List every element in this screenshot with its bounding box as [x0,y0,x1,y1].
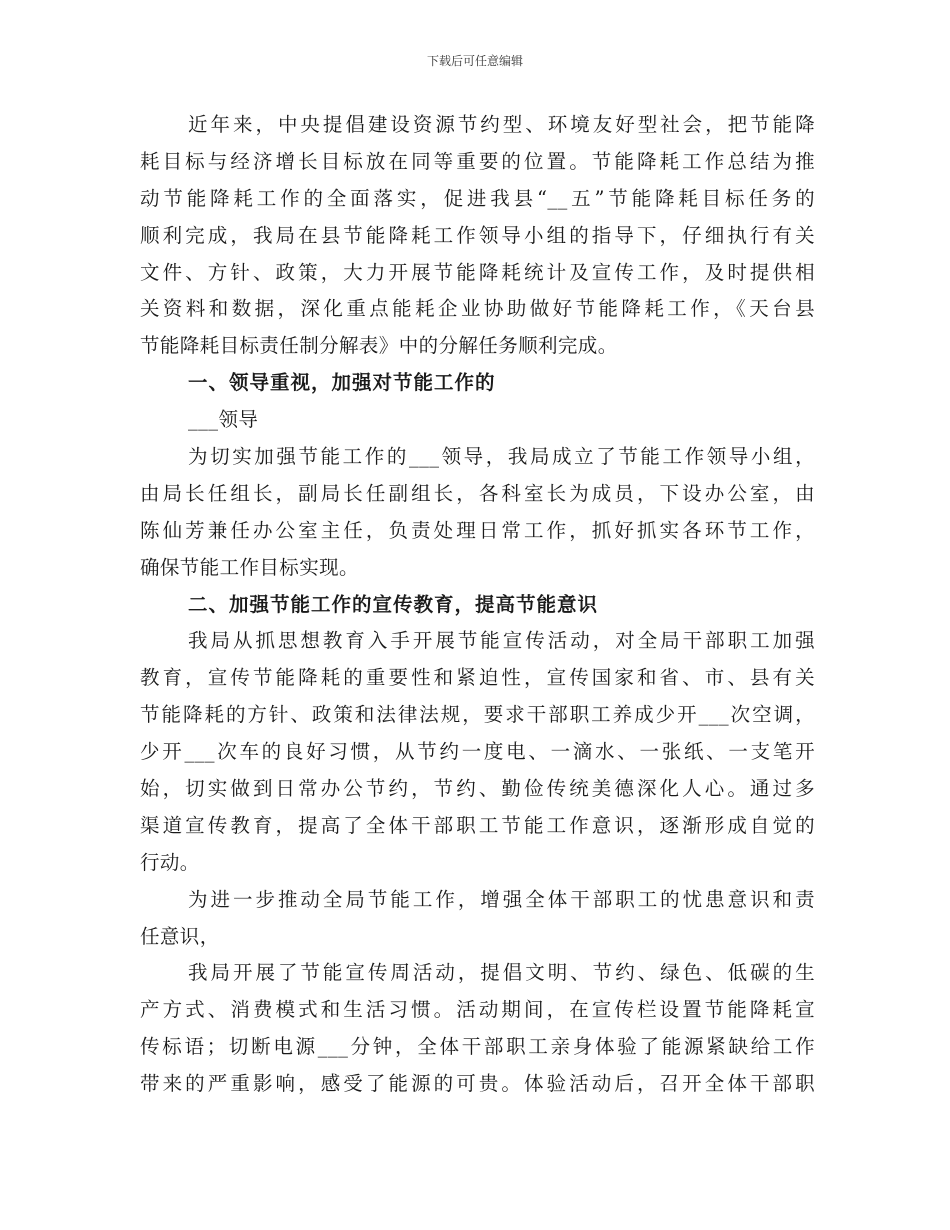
paragraph-line: 产方式、消费模式和生活习惯。活动期间，在宣传栏设置节能降耗宣 [140,998,815,1022]
paragraph-line: 耗目标与经济增长目标放在同等重要的位置。节能降耗工作总结为推 [140,149,815,173]
paragraph-line: 少开___次车的良好习惯，从节约一度电、一滴水、一张纸、一支笔开 [140,740,815,764]
paragraph-line: 传标语；切断电源___分钟，全体干部职工亲身体验了能源紧缺给工作 [140,1035,815,1059]
paragraph-line: 我局开展了节能宣传周活动，提倡文明、节约、绿色、低碳的生 [188,961,815,985]
page-header: 下载后可任意编辑 [426,54,523,68]
paragraph-line: 始，切实做到日常办公节约，节约、勤俭传统美德深化人心。通过多 [140,777,815,801]
paragraph-line: 由局长任组长，副局长任副组长，各科室长为成员，下设办公室，由 [140,481,815,505]
paragraph-line: 陈仙芳兼任办公室主任，负责处理日常工作，抓好抓实各环节工作， [140,518,815,542]
paragraph-line: 确保节能工作目标实现。 [140,555,359,579]
paragraph-line: 文件、方针、政策，大力开展节能降耗统计及宣传工作，及时提供相 [140,260,815,284]
paragraph-line: 渠道宣传教育，提高了全体干部职工节能工作意识，逐渐形成自觉的 [140,813,815,837]
paragraph-line: 教育，宣传节能降耗的重要性和紧迫性，宣传国家和省、市、县有关 [140,666,815,690]
paragraph-line: 节能降耗的方针、政策和法律法规，要求干部职工养成少开___次空调， [140,703,815,727]
paragraph-line: 为进一步推动全局节能工作，增强全体干部职工的忧患意识和责 [188,887,815,911]
paragraph-line: 近年来，中央提倡建设资源节约型、环境友好型社会，把节能降 [188,113,815,136]
document-body [140,107,815,1103]
paragraph-line: ___领导 [188,408,259,432]
section-heading: 二、加强节能工作的宣传教育，提高节能意识 [188,592,599,616]
paragraph-line: 带来的严重影响，感受了能源的可贵。体验活动后，召开全体干部职 [140,1072,815,1096]
section-heading: 一、领导重视，加强对节能工作的 [188,371,496,395]
paragraph-line: 任意识， [140,924,220,948]
paragraph-line: 节能降耗目标责任制分解表》中的分解任务顺利完成。 [140,334,618,358]
paragraph-line: 关资料和数据，深化重点能耗企业协助做好节能降耗工作，《天台县 [140,297,815,321]
paragraph-line: 行动。 [140,850,200,874]
paragraph-line: 我局从抓思想教育入手开展节能宣传活动，对全局干部职工加强 [188,629,815,653]
paragraph-line: 顺利完成，我局在县节能降耗工作领导小组的指导下，仔细执行有关 [140,223,815,247]
paragraph-line: 动节能降耗工作的全面落实，促进我县“__五”节能降耗目标任务的 [140,186,815,210]
paragraph-line: 为切实加强节能工作的___领导，我局成立了节能工作领导小组， [188,445,815,469]
